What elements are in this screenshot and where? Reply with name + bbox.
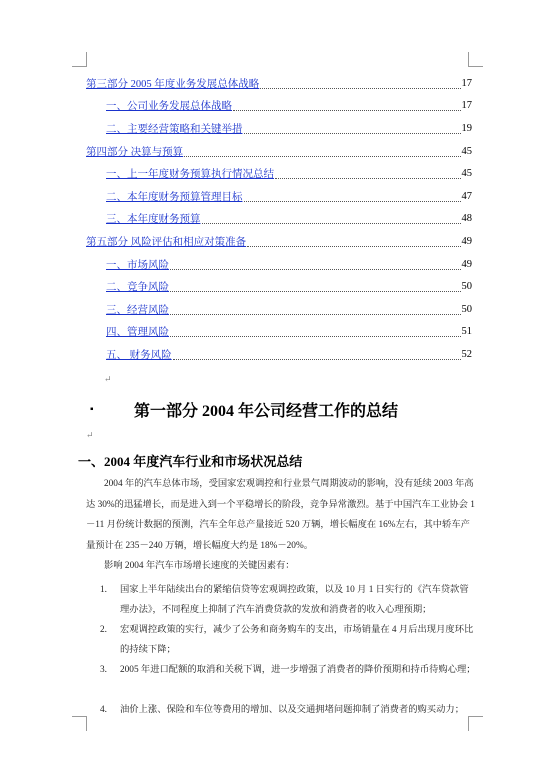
- toc-page-number: 19: [461, 122, 472, 134]
- toc-leader-dots: [184, 146, 460, 157]
- toc-leader-dots: [247, 236, 460, 247]
- toc-entry-link[interactable]: 一、公司业务发展总体战略: [106, 101, 232, 113]
- list-number: 1.: [100, 585, 107, 595]
- toc-entry-link[interactable]: 三、经营风险: [106, 304, 169, 316]
- toc-leader-dots: [260, 78, 460, 89]
- toc-page-number: 51: [461, 326, 472, 338]
- toc-entry-link[interactable]: 二、主要经营策略和关键举措: [106, 123, 243, 135]
- toc-page-number: 17: [461, 100, 472, 112]
- list-text: 2005 年进口配额的取消和关税下调，进一步增强了消费者的降价预期和持币待购心理；: [120, 665, 476, 675]
- toc-entry[interactable]: [86, 208, 472, 231]
- paragraph-text: 2004 年的汽车总体市场，受国家宏观调控和行业景气周期波动的影响，没有延续 2003 年高达 30%的迅猛增长，而是进入到一个平稳增长的阶段，竞争异常激烈。基于中国汽车工业协会 1－11 月份统计数据的预测，汽车全年总产量接近 520 万辆，增长幅度在 16%左右，其中轿车产量预计在 235－240 万辆，增长幅度大约是 18%－20%。: [86, 479, 475, 551]
- paragraph-mark: ↵: [86, 430, 94, 440]
- toc-entry[interactable]: [86, 185, 472, 208]
- toc-leader-dots: [170, 304, 461, 315]
- body-paragraph: [86, 556, 476, 577]
- toc-leader-dots: [170, 281, 461, 292]
- list-text: 宏观调控政策的实行，减少了公务和商务购车的支出，市场销量在 4 月后出现月度环比的持续下降；: [120, 625, 474, 655]
- toc-entry[interactable]: [86, 162, 472, 185]
- toc-entry-link[interactable]: 一、上一年度财务预算执行情况总结: [106, 169, 274, 181]
- toc-page-number: 17: [461, 77, 472, 89]
- toc-page-number: 45: [461, 168, 472, 180]
- section-heading-1: [86, 398, 472, 424]
- toc-leader-dots: [170, 326, 461, 337]
- toc-page-number: 45: [461, 145, 472, 157]
- toc-page-number: 52: [461, 348, 472, 360]
- toc-entry[interactable]: [86, 321, 472, 344]
- toc-entry[interactable]: [86, 298, 472, 321]
- paragraph-mark: ↵: [104, 374, 112, 384]
- toc-entry[interactable]: [86, 117, 472, 140]
- toc-entry-link[interactable]: 二、本年度财务预算管理目标: [106, 191, 243, 203]
- heading-1-text: 第一部分 2004 年公司经营工作的总结: [134, 403, 399, 420]
- toc-entry-link[interactable]: 第四部分 决算与预算: [86, 146, 184, 158]
- toc-page-number: 49: [461, 258, 472, 270]
- paragraph-text: 影响 2004 年汽车市场增长速度的关键因素有：: [104, 561, 295, 571]
- heading-2-text: 一、2004 年度汽车行业和市场状况总结: [78, 453, 303, 469]
- list-number: 4.: [100, 705, 107, 715]
- toc-leader-dots: [244, 191, 461, 202]
- toc-entry[interactable]: [86, 275, 472, 298]
- toc-page-number: 47: [461, 190, 472, 202]
- crop-mark-bottom-left: [72, 716, 87, 731]
- toc-entry[interactable]: [86, 230, 472, 253]
- toc-leader-dots: [233, 100, 461, 111]
- toc-leader-dots: [244, 123, 461, 134]
- toc-entry-link[interactable]: 二、竞争风险: [106, 282, 169, 294]
- toc-entry[interactable]: [86, 343, 472, 366]
- section-heading-2: [78, 450, 302, 470]
- toc-entry[interactable]: [86, 253, 472, 276]
- list-item: [100, 660, 476, 680]
- body-paragraph: [86, 474, 476, 556]
- toc-entry-link[interactable]: 四、管理风险: [106, 327, 169, 339]
- toc-page-number: 50: [461, 303, 472, 315]
- toc-page-number: 50: [461, 281, 472, 293]
- list-item: [100, 700, 476, 720]
- toc-entry-link[interactable]: 五、 财务风险: [106, 349, 172, 361]
- toc-leader-dots: [173, 349, 461, 360]
- toc-leader-dots: [170, 259, 461, 270]
- toc-leader-dots: [275, 168, 461, 179]
- crop-mark-top-left: [72, 52, 87, 67]
- list-text: 油价上涨、保险和车位等费用的增加、以及交通拥堵问题抑制了消费者的购买动力；: [120, 705, 464, 715]
- list-number: 3.: [100, 665, 107, 675]
- toc-entry-link[interactable]: 一、市场风险: [106, 259, 169, 271]
- toc-entry[interactable]: [86, 72, 472, 95]
- crop-mark-top-right: [468, 52, 483, 67]
- toc-entry-link[interactable]: 三、本年度财务预算: [106, 214, 201, 226]
- toc-entry-link[interactable]: 第三部分 2005 年度业务发展总体战略: [86, 78, 260, 90]
- table-of-contents: [86, 72, 472, 366]
- toc-entry-link[interactable]: 第五部分 风险评估和相应对策准备: [86, 236, 247, 248]
- toc-page-number: 48: [461, 213, 472, 225]
- list-text: 国家上半年陆续出台的紧缩信贷等宏观调控政策，以及 10 月 1 日实行的《汽车贷款管理办法》，不同程度上抑制了汽车消费贷款的发放和消费者的收入心理预期；: [120, 585, 469, 615]
- toc-page-number: 49: [461, 235, 472, 247]
- list-number: 2.: [100, 625, 107, 635]
- toc-entry[interactable]: [86, 140, 472, 163]
- toc-leader-dots: [202, 213, 461, 224]
- list-item: [100, 580, 476, 620]
- bullet-icon: ▪: [90, 404, 94, 415]
- list-item: [100, 620, 476, 660]
- toc-entry[interactable]: [86, 95, 472, 118]
